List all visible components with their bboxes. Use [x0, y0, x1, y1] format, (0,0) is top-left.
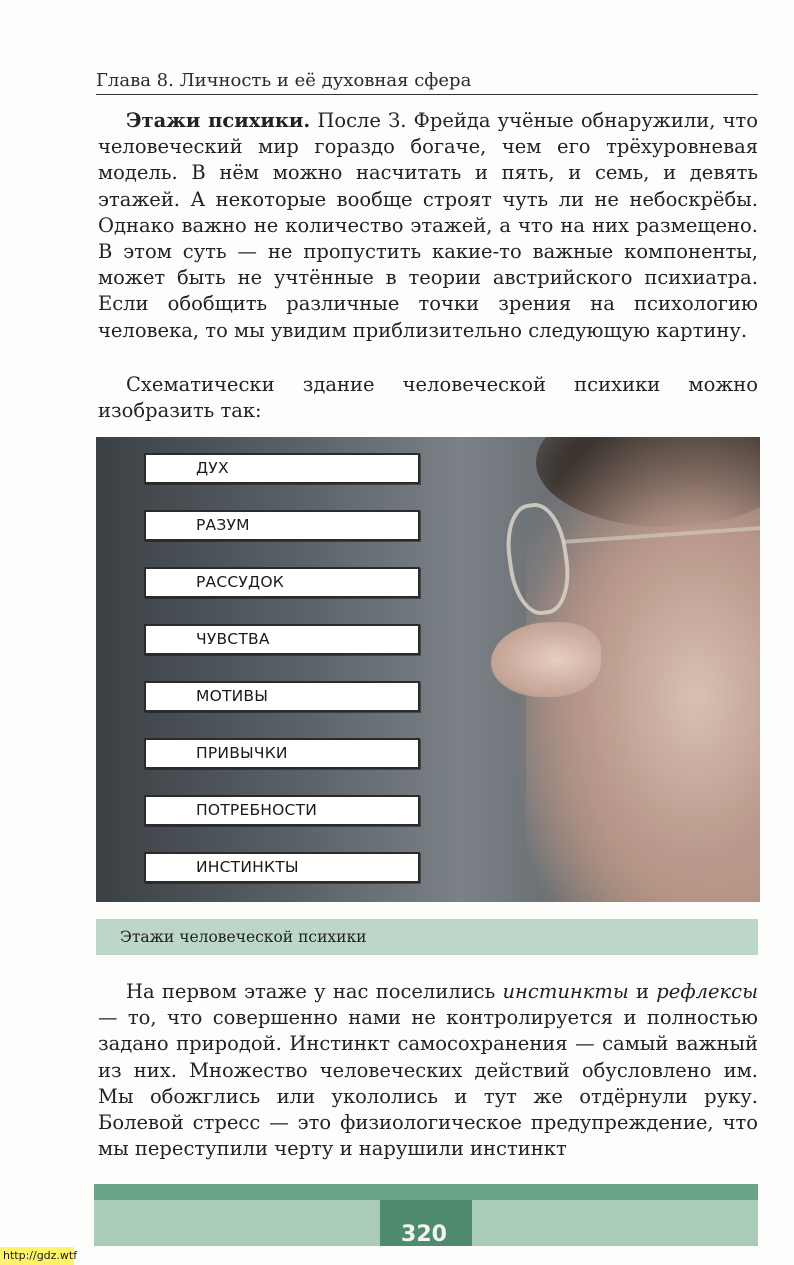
chapter-header: Глава 8. Личность и её духовная сфера: [96, 70, 758, 95]
term-instincts: инстинкты: [502, 980, 629, 1003]
floor-box-instincts: ИНСТИНКТЫ: [144, 852, 420, 883]
floor-box-feelings: ЧУВСТВА: [144, 624, 420, 655]
paragraph-body: и: [628, 980, 657, 1003]
floor-box-reason: РАЗУМ: [144, 510, 420, 541]
floor-box-habits: ПРИВЫЧКИ: [144, 738, 420, 769]
psyche-floors-figure: [96, 437, 760, 902]
footer-stripe: [94, 1184, 758, 1200]
watermark-link[interactable]: http://gdz.wtf: [0, 1247, 74, 1265]
floor-box-spirit: ДУХ: [144, 453, 420, 484]
paragraph-body: Схематически здание человеческой психики можно изобразить так:: [98, 373, 758, 423]
paragraph-lead-bold: Этажи психики.: [126, 109, 311, 132]
page-number: 320: [401, 1222, 447, 1247]
floor-box-motives: МОТИВЫ: [144, 681, 420, 712]
paragraph-schematic-intro: [98, 372, 758, 424]
paragraph-first-floor: [98, 979, 758, 1162]
paragraph-body: — то, что совершенно нами не контролируется и полностью задано природой. Инстинкт самосохранения — самый важный из них. Множество человеческих действий обусловлено им. Мы обожглись или укололись и тут же отдёрнули руку. Болевой стресс — это физиологическое предупреждение, что мы переступили черту и нарушили инстинкт: [98, 1006, 758, 1161]
paragraph-body: На первом этаже у нас поселились: [126, 980, 503, 1003]
floor-box-needs: ПОТРЕБНОСТИ: [144, 795, 420, 826]
floor-box-intellect: РАССУДОК: [144, 567, 420, 598]
term-reflexes: рефлексы: [656, 980, 758, 1003]
photo-nose: [491, 622, 601, 697]
figure-caption: Этажи человеческой психики: [96, 919, 758, 955]
paragraph-floors-of-psyche: [98, 108, 758, 344]
paragraph-body: После З. Фрейда учёные обнаружили, что человеческий мир гораздо богаче, чем его трёхуровневая модель. В нём можно насчитать и пять, и семь, и девять этажей. А некоторые вообще строят чуть ли не небоскрёбы. Однако важно не количество этажей, а что на них размещено. В этом суть — не пропустить какие-то важные компоненты, может быть не учтённые в теории австрийского психиатра. Если обобщить различные точки зрения на психологию человека, то мы увидим приблизительно следующую картину.: [98, 109, 758, 342]
